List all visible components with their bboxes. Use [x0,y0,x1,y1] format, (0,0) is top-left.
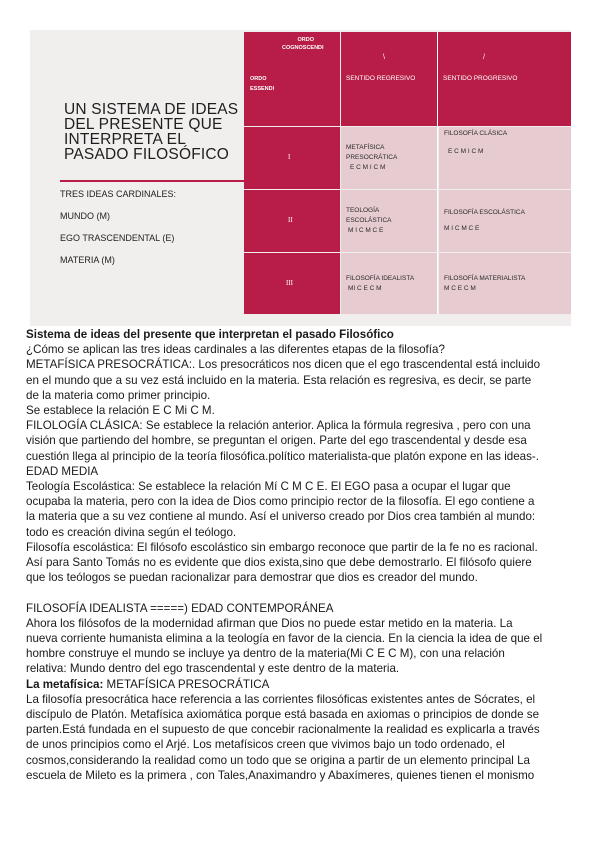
row-label-II: II [244,190,340,252]
body-text [26,327,578,783]
paragraph-line: Se establece la relación E C Mi C M. [26,404,215,418]
paragraph-line: FILOSOFÍA IDEALISTA =====) EDAD CONTEMPORÁNEA [26,601,334,615]
paragraph-line: cuestión llega al principio de la teoría filosófica.político materialista-que platón expone en las ideas-. [26,449,540,463]
col-header-regresivo: \ SENTIDO REGRESIVO [341,32,438,126]
cell-metafisica: METAFÍSICA PRESOCRÁTICA E C M I C M [341,127,438,189]
paragraph-line: ocupaba la materia, pero con la idea de Dios como principio rector de la filosofía. El ego contiene a [26,495,535,509]
cell-teologia: TEOLOGÍA ESCOLÁSTICA M I C M C E [341,190,438,252]
paragraph-line: que los teólogos se puedan racionalizar para demostrar que dios es creador del mundo. [26,571,478,585]
paragraph-line: discípulo de Platón. Metafísica axiomática porque está basada en axiomas o principios de donde se [26,708,540,722]
paragraph-line: METAFÍSICA PRESOCRÁTICA:. Los presocráticos nos dicen que el ego trascendental está incluido [26,358,541,372]
cell-filosofia-idealista: FILOSOFÍA IDEALISTA MI C E C M [341,253,438,314]
col-header-progresivo: / SENTIDO PROGRESIVO [438,32,571,126]
paragraph-line: EDAD MEDIA [26,464,99,478]
cell-filosofia-materialista: FILOSOFÍA MATERIALISTA M C E C M [439,253,571,314]
paragraph-line: visión que partiendo del hombre, se preguntan el origen. Parte del ego trascendental y desde esa [26,434,527,448]
section-heading: Sistema de ideas del presente que interpretan el pasado Filosófico [26,328,394,341]
paragraph-line: La filosofía presocrática hace referencia a las corrientes filosóficas existentes antes de Sócrates, el [26,692,536,706]
paragraph-line: escuela de Mileto es la primera , con Tales,Anaximandro y Abaxímeres, quienes tienen el monismo [26,768,535,782]
row-label-III: III [244,253,340,314]
table-corner-cell: ORDO COGNOSCENDI ORDO ESSENDI [244,32,340,126]
cell-filosofia-clasica: FILOSOFÍA CLÁSICA E C M I C M [439,127,571,189]
subheading: La metafísica: METAFÍSICA PRESOCRÁTICA [26,677,270,691]
ideas-heading: TRES IDEAS CARDINALES: [60,189,177,199]
idea-item: EGO TRASCENDENTAL (E) [60,233,175,243]
title-divider [60,180,258,182]
paragraph-line: cosmos,considerando la realidad como un todo que se origina a partir de un elemento principal La [26,753,530,767]
paragraph-line: nueva corriente humanista elimina a la teología en favor de la ciencia. En la ciencia la idea de que el [26,632,543,646]
paragraph-line: Así para Santo Tomás no es evidente que dios exista,sino que debe demostrarlo. El filósofo quiere [26,556,532,570]
slide-title: UN SISTEMA DE IDEAS DEL PRESENTE QUE INTERPRETA EL PASADO FILOSÓFICO [64,101,239,163]
row-label-I: I [244,127,340,189]
paragraph-line: relativa: Mundo dentro del ego trascendental y este dentro de la materia. [26,662,400,676]
paragraph-line: de la materia como primer principio. [26,388,211,402]
idea-item: MATERIA (M) [60,255,115,265]
paragraph-line: la materia que a su vez contiene al mundo. Así el universo creado por Dios crea también al mundo: [26,510,536,524]
cell-filosofia-escolastica: FILOSOFÍA ESCOLÁSTICA M I C M C E [439,190,571,252]
paragraph-line: Ahora los filósofos de la modernidad afirman que Dios no puede estar metido en la materia. La [26,616,513,630]
paragraph-line: Filosofía escolástica: El filósofo escolástico sin embargo reconoce que partir de la fe no es racional. [26,540,538,554]
paragraph-line: de unos principios como el Arjé. Los metafísicos creen que vivimos bajo un todo ordenado, el [26,738,505,752]
paragraph-line: Teología Escolástica: Se establece la relación Mí C M C E. El EGO pasa a ocupar el lugar que [26,480,511,494]
paragraph-line: parten.Está fundada en el supuesto de que concebir racionalmente la realidad es explicarla a través [26,723,540,737]
paragraph-line: todo es creación divina según el teólogo. [26,525,237,539]
paragraph-line: en el mundo que a su vez está incluido en la materia. Esta relación es regresiva, es decir, se parte [26,373,532,387]
paragraph-line: ¿Cómo se aplican las tres ideas cardinales a las diferentes etapas de la filosofía? [26,343,445,357]
idea-item: MUNDO (M) [60,211,110,221]
paragraph-line: hombre construye el mundo se incluye ya dentro de la materia(Mi C E C M), con una relación [26,647,505,661]
paragraph-line: FILOLOGÍA CLÁSICA: Se establece la relación anterior. Aplica la fórmula regresiva , pero con una [26,419,531,433]
slide-image [30,30,571,326]
